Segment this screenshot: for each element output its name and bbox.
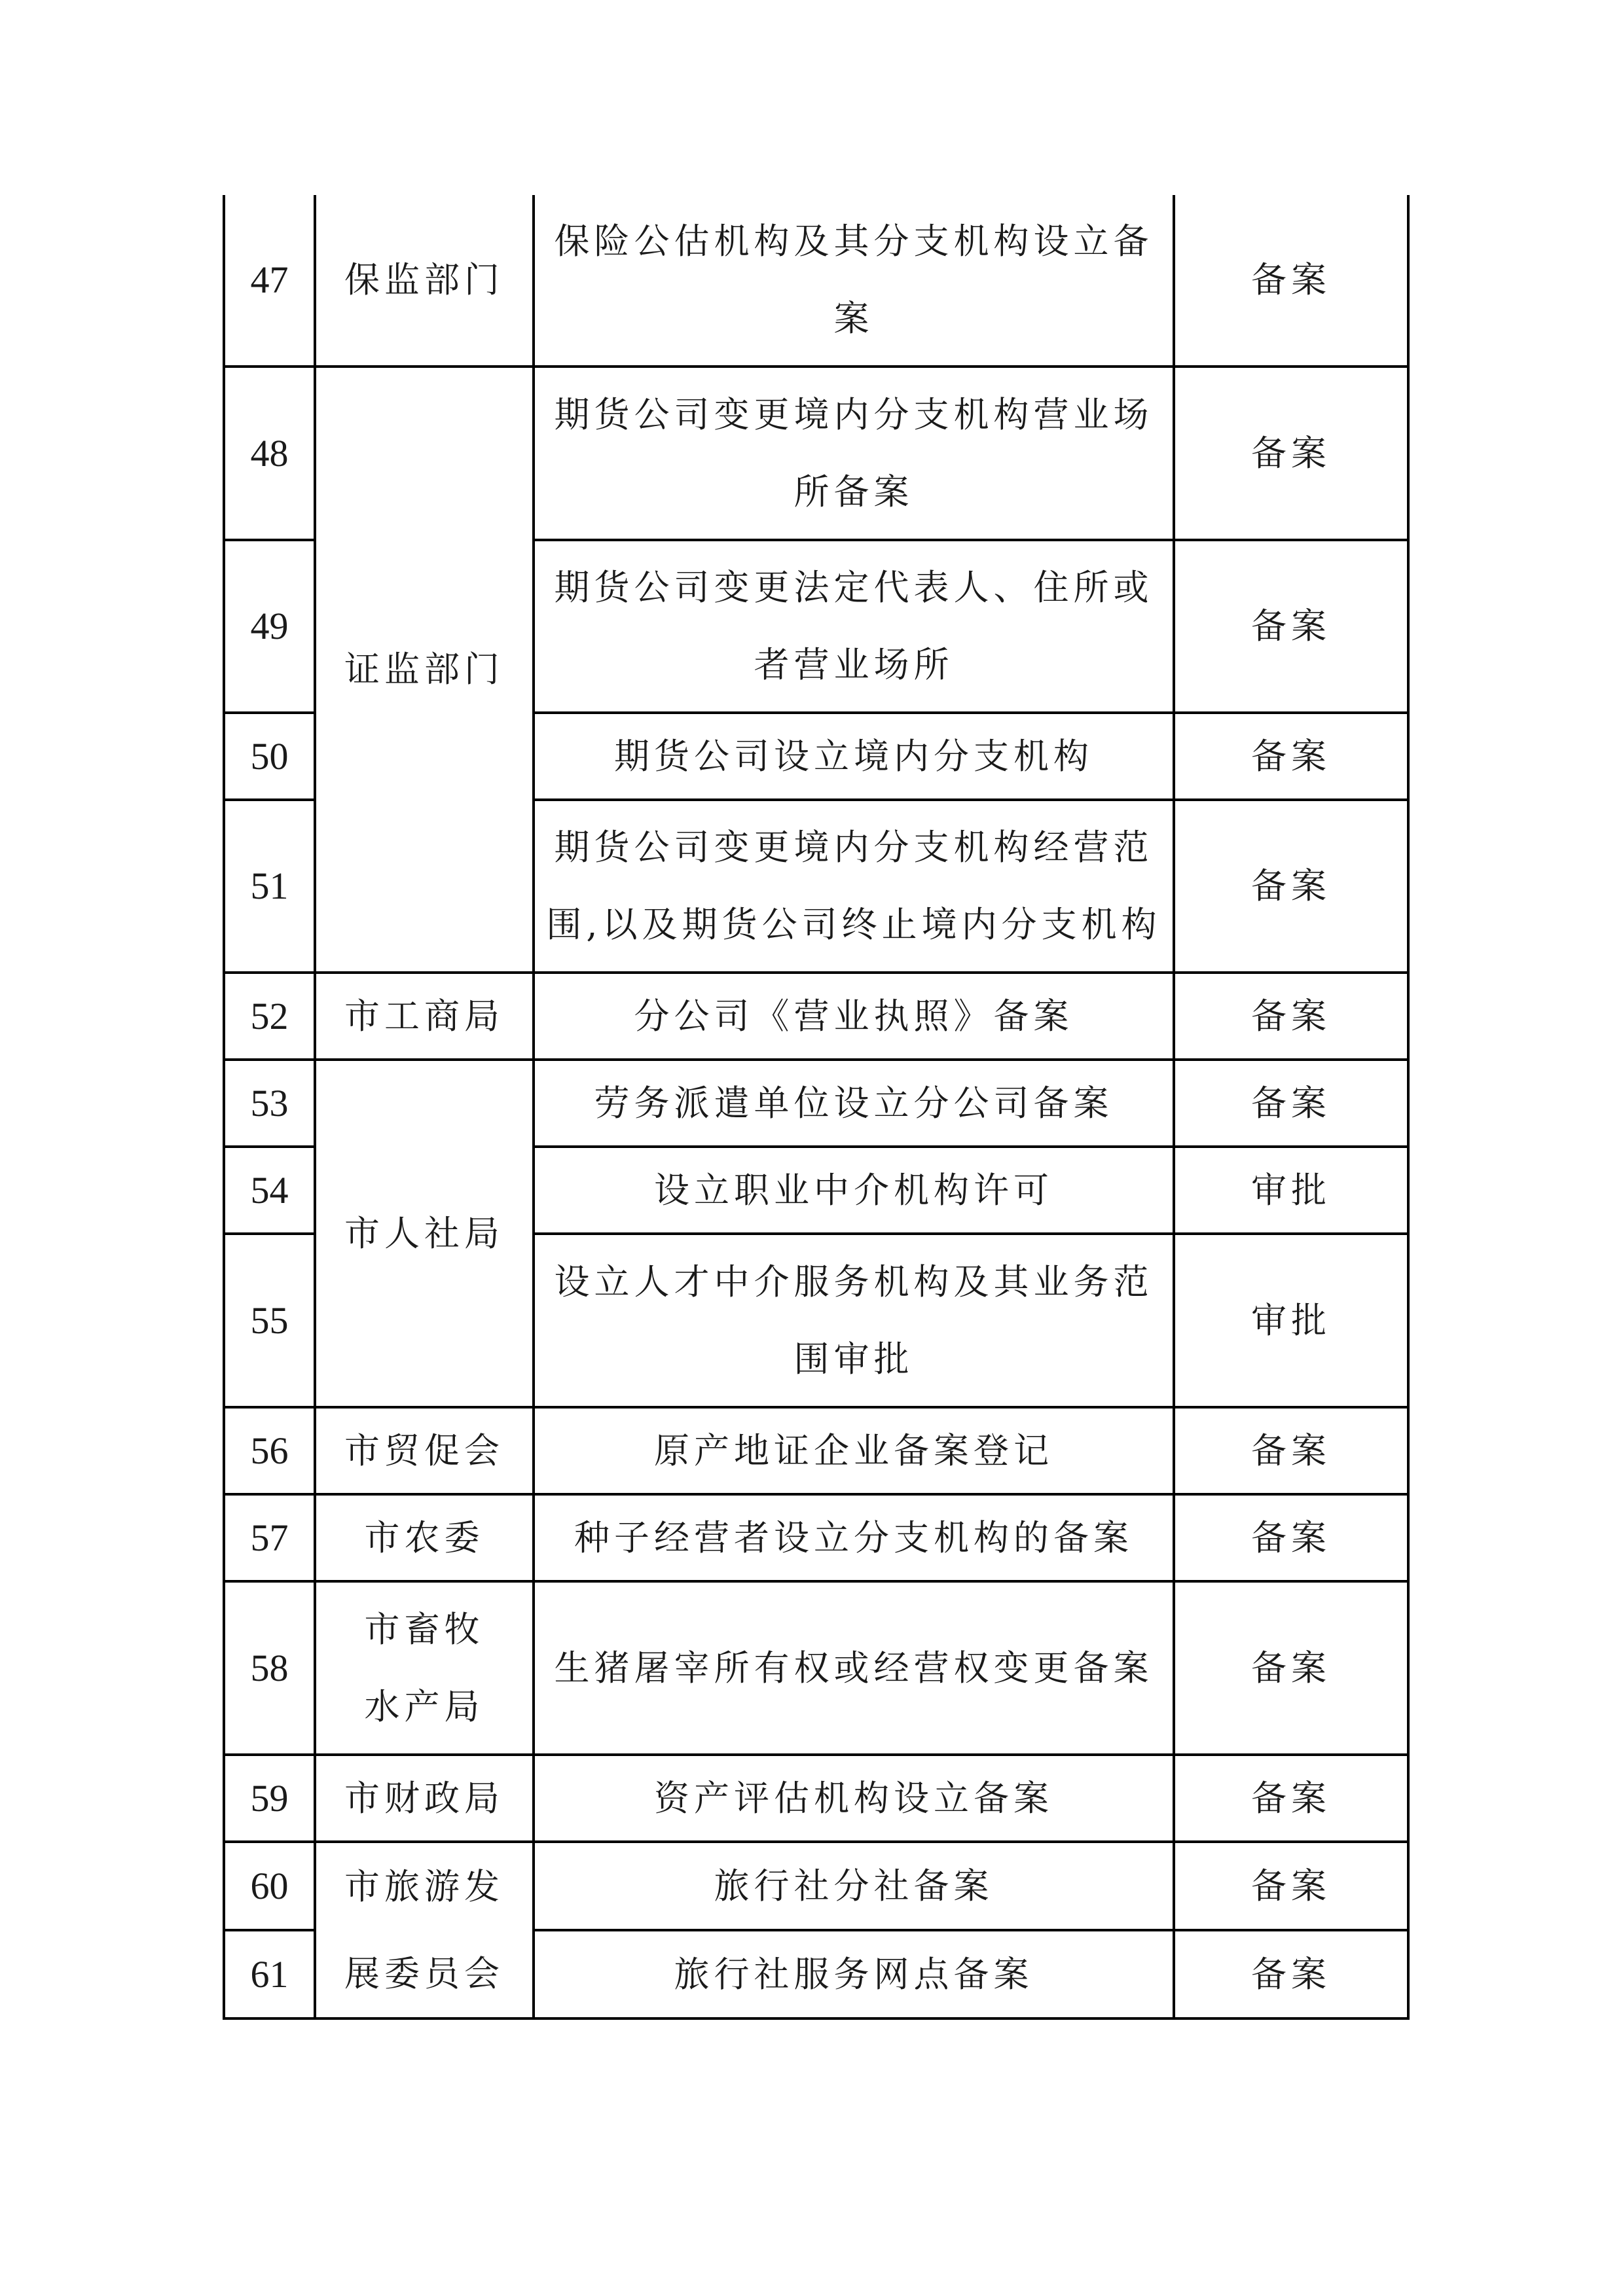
department-cell: 市工商局	[315, 973, 534, 1060]
table-row	[224, 1581, 1408, 1755]
row-number: 49	[224, 540, 315, 713]
item-name-line: 围审批	[793, 1338, 914, 1380]
item-name-line: 生猪屠宰所有权或经营权变更备案	[554, 1647, 1154, 1689]
item-name-line: 原产地证企业备案登记	[654, 1429, 1053, 1471]
item-name-cell	[534, 1581, 1174, 1755]
department-cell	[315, 1581, 534, 1755]
item-name-line: 者营业场所	[754, 644, 954, 685]
item-name-line: 设立职业中介机构许可	[654, 1169, 1053, 1211]
item-name-cell	[534, 1755, 1174, 1842]
item-name-line: 案	[833, 298, 874, 339]
item-name-cell	[534, 1494, 1174, 1581]
handling-type-cell: 备案	[1174, 1930, 1408, 2018]
handling-type-cell: 备案	[1174, 1842, 1408, 1930]
item-name-line: 期货公司变更境内分支机构经营范	[554, 827, 1154, 868]
department-line: 展委员会	[344, 1953, 504, 1994]
handling-type-cell: 备案	[1174, 1407, 1408, 1494]
department-cell: 市人社局	[315, 1060, 534, 1407]
item-name-line: 围,以及期货公司终止境内分支机构	[546, 904, 1161, 945]
item-name-line: 所备案	[793, 471, 914, 512]
handling-type-cell: 备案	[1174, 195, 1408, 367]
item-name-cell	[534, 800, 1174, 973]
table-row	[224, 367, 1408, 540]
item-name-line: 保险公估机构及其分支机构设立备	[554, 221, 1154, 262]
handling-type-cell: 审批	[1174, 1147, 1408, 1234]
department-cell: 市农委	[315, 1494, 534, 1581]
item-name-cell	[534, 1060, 1174, 1147]
table-row	[224, 1060, 1408, 1147]
row-number: 53	[224, 1060, 315, 1147]
table-row	[224, 1407, 1408, 1494]
table-row	[224, 1842, 1408, 1930]
filing-items-table	[223, 195, 1410, 2020]
row-number: 51	[224, 800, 315, 973]
item-name-cell	[534, 195, 1174, 367]
handling-type-cell: 备案	[1174, 1755, 1408, 1842]
handling-type-cell: 备案	[1174, 1060, 1408, 1147]
table-row	[224, 195, 1408, 367]
item-name-cell	[534, 540, 1174, 713]
table-row	[224, 1755, 1408, 1842]
handling-type-cell: 备案	[1174, 713, 1408, 800]
row-number: 47	[224, 195, 315, 367]
row-number: 59	[224, 1755, 315, 1842]
item-name-cell	[534, 1234, 1174, 1407]
row-number: 56	[224, 1407, 315, 1494]
item-name-line: 资产评估机构设立备案	[654, 1777, 1053, 1819]
row-number: 61	[224, 1930, 315, 2018]
department-cell	[315, 1842, 534, 2018]
department-cell: 市财政局	[315, 1755, 534, 1842]
department-cell: 市贸促会	[315, 1407, 534, 1494]
item-name-cell	[534, 1147, 1174, 1234]
item-name-line: 劳务派遣单位设立分公司备案	[594, 1082, 1114, 1124]
item-name-line: 分公司《营业执照》备案	[634, 995, 1074, 1037]
row-number: 54	[224, 1147, 315, 1234]
item-name-cell	[534, 1842, 1174, 1930]
row-number: 48	[224, 367, 315, 540]
item-name-line: 旅行社服务网点备案	[674, 1953, 1034, 1995]
handling-type-cell: 备案	[1174, 540, 1408, 713]
table-body	[224, 195, 1408, 2018]
row-number: 50	[224, 713, 315, 800]
item-name-cell	[534, 367, 1174, 540]
item-name-cell	[534, 1407, 1174, 1494]
department-cell: 保监部门	[315, 195, 534, 367]
department-line: 市旅游发	[344, 1866, 504, 1907]
handling-type-cell: 备案	[1174, 1494, 1408, 1581]
item-name-line: 期货公司变更法定代表人、住所或	[554, 567, 1154, 608]
department-line: 市畜牧	[364, 1608, 484, 1650]
handling-type-cell: 审批	[1174, 1234, 1408, 1407]
table-row	[224, 973, 1408, 1060]
department-line: 水产局	[364, 1685, 484, 1727]
handling-type-cell: 备案	[1174, 973, 1408, 1060]
row-number: 58	[224, 1581, 315, 1755]
row-number: 55	[224, 1234, 315, 1407]
row-number: 52	[224, 973, 315, 1060]
handling-type-cell: 备案	[1174, 367, 1408, 540]
item-name-cell	[534, 1930, 1174, 2018]
item-name-cell	[534, 713, 1174, 800]
row-number: 57	[224, 1494, 315, 1581]
table-row	[224, 1494, 1408, 1581]
handling-type-cell: 备案	[1174, 1581, 1408, 1755]
item-name-cell	[534, 973, 1174, 1060]
item-name-line: 期货公司变更境内分支机构营业场	[554, 393, 1154, 435]
department-cell: 证监部门	[315, 367, 534, 973]
row-number: 60	[224, 1842, 315, 1930]
handling-type-cell: 备案	[1174, 800, 1408, 973]
item-name-line: 旅行社分社备案	[714, 1865, 994, 1907]
item-name-line: 期货公司设立境内分支机构	[614, 735, 1093, 777]
item-name-line: 种子经营者设立分支机构的备案	[574, 1516, 1133, 1558]
item-name-line: 设立人才中介服务机构及其业务范	[554, 1261, 1154, 1302]
